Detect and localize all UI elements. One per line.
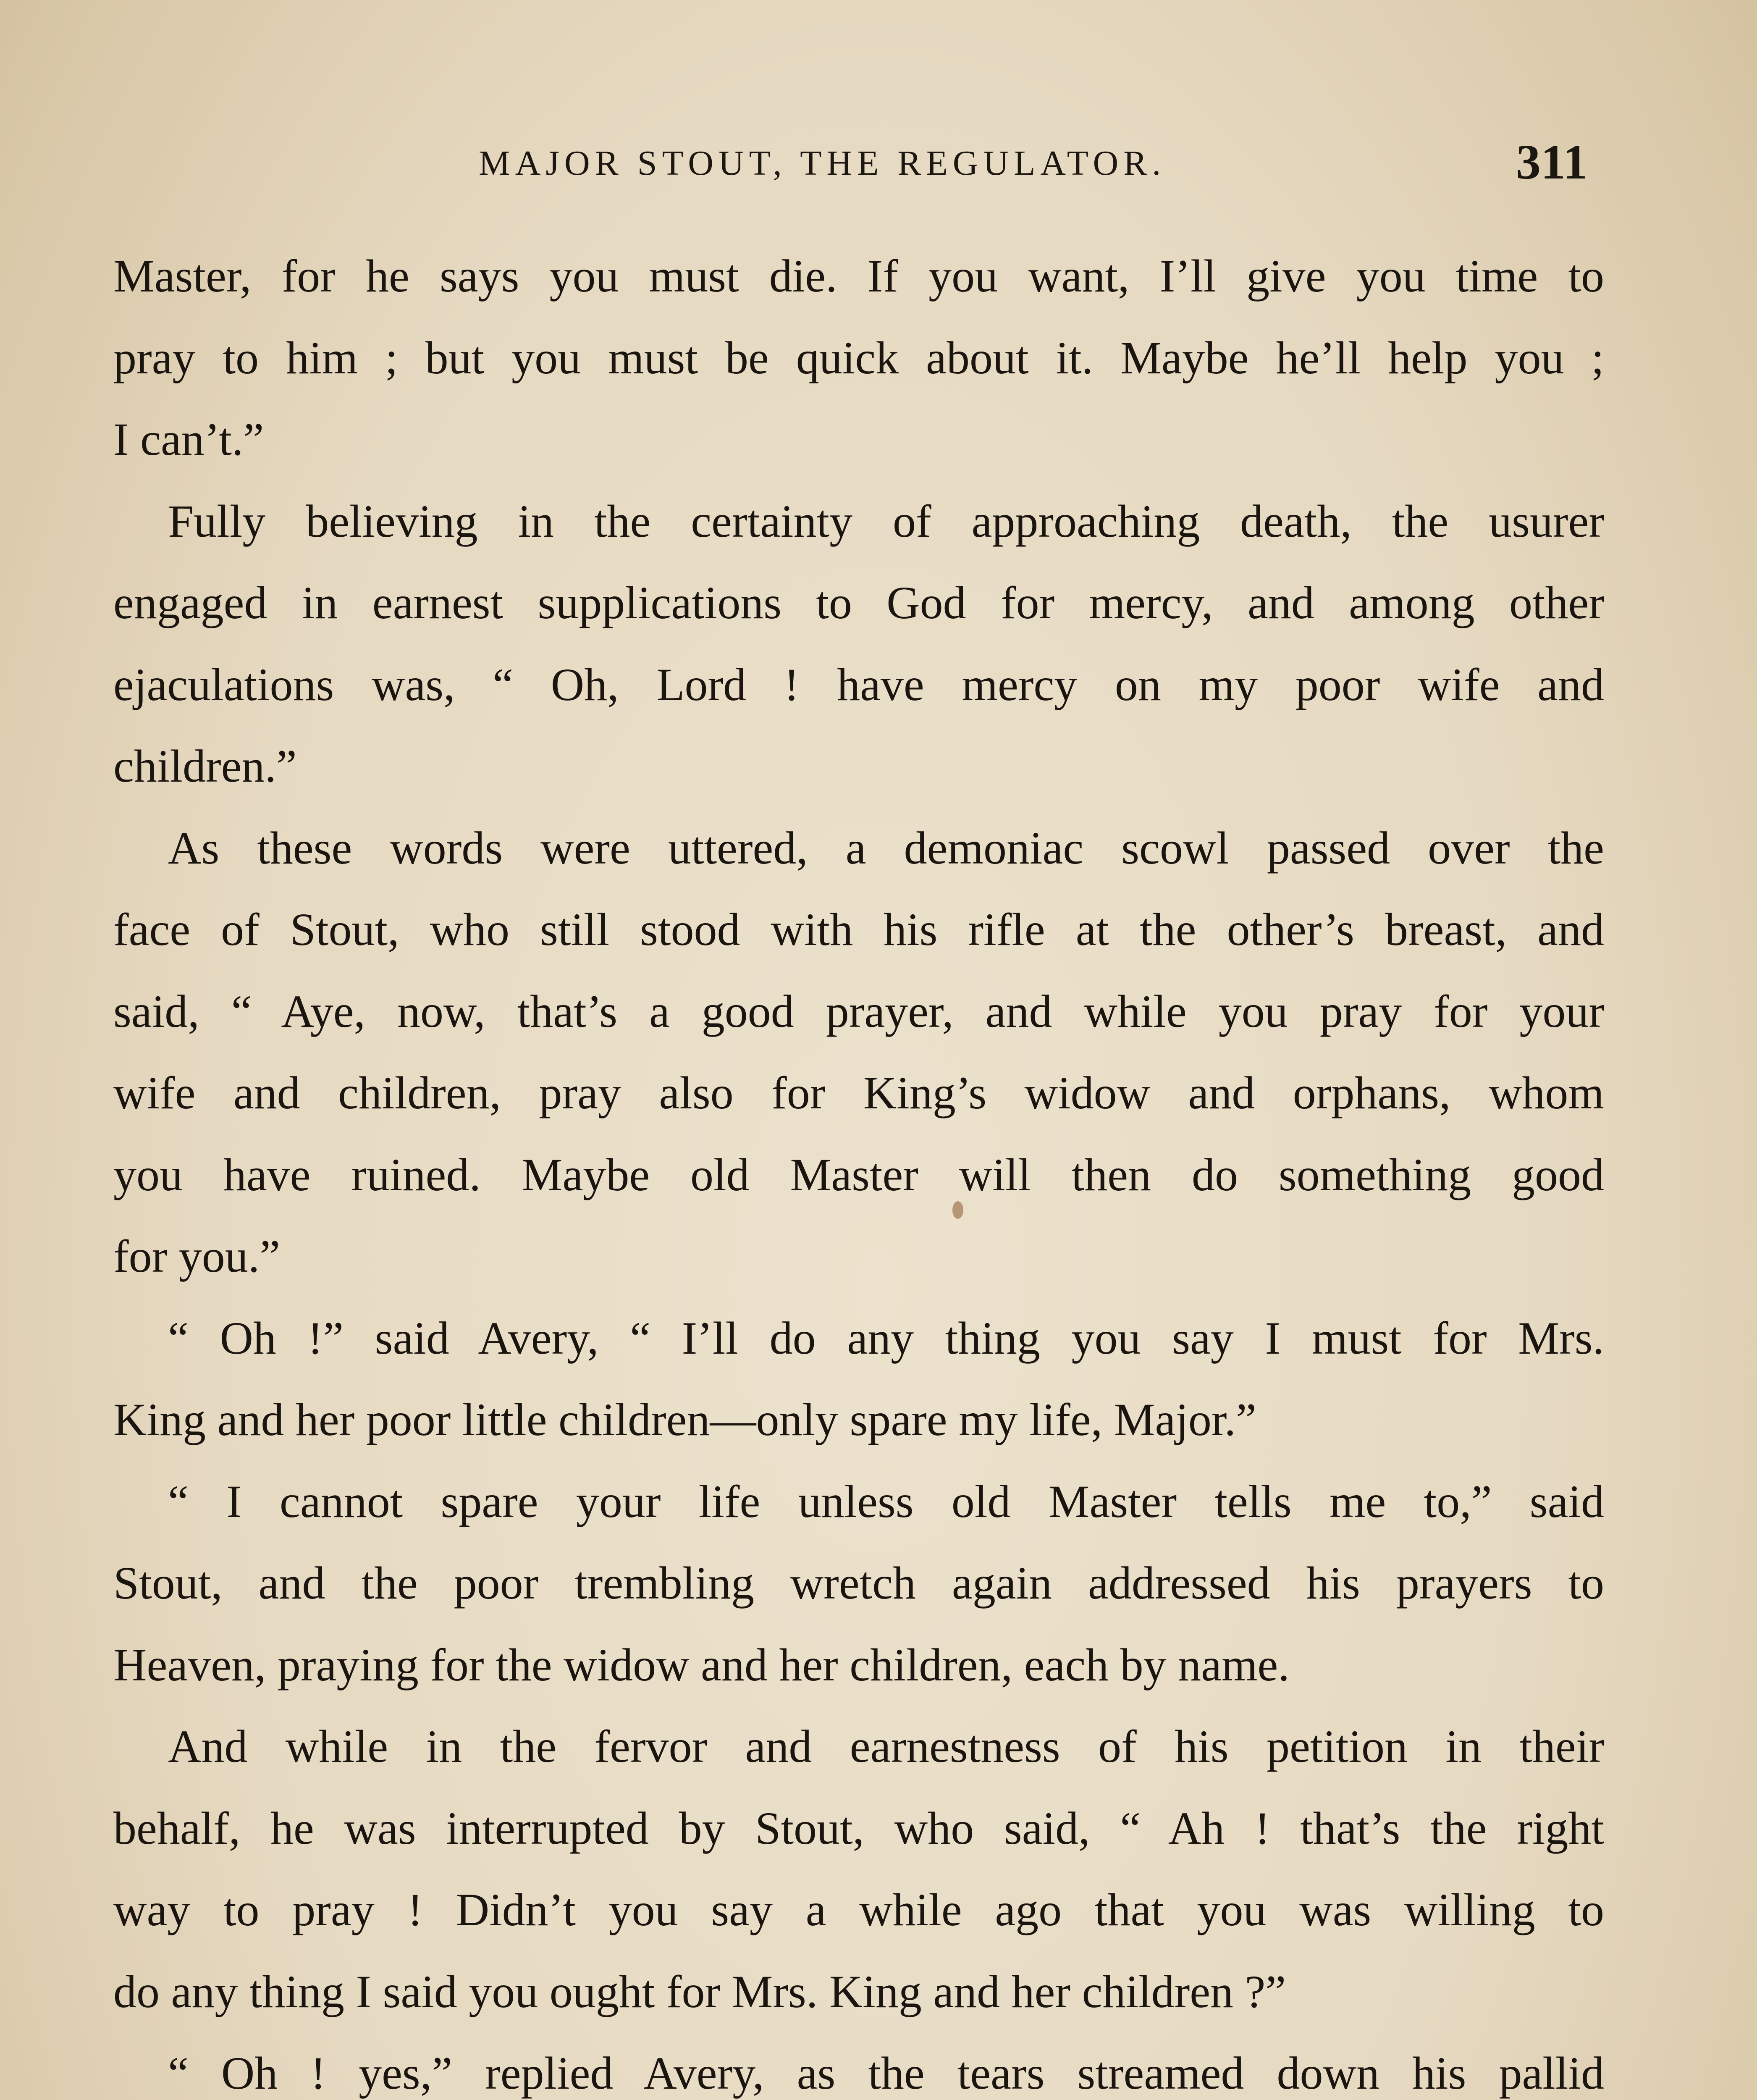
text-line: said, “ Aye, now, that’s a good prayer, and while you pray for your	[113, 985, 1604, 1037]
text-line: engaged in earnest supplications to God for mercy, and among other	[113, 577, 1604, 628]
text-line: “ Oh ! yes,” replied Avery, as the tears streamed down his pallid	[168, 2048, 1604, 2099]
running-head: MAJOR STOUT, THE REGULATOR.	[479, 144, 1166, 183]
body-text	[113, 235, 1604, 2100]
text-line: Heaven, praying for the widow and her children, each by name.	[113, 1639, 1290, 1690]
text-line: King and her poor little children—only spare my life, Major.”	[113, 1394, 1256, 1445]
text-line: pray to him ; but you must be quick about it. Maybe he’ll help you ;	[113, 332, 1604, 383]
text-line: ejaculations was, “ Oh, Lord ! have mercy on my poor wife and	[113, 659, 1604, 710]
page-number: 311	[1516, 134, 1588, 189]
text-line: Fully believing in the certainty of approaching death, the usurer	[168, 495, 1604, 547]
text-line: And while in the fervor and earnestness of his petition in their	[168, 1721, 1604, 1772]
text-line: children.”	[113, 740, 297, 792]
text-line: do any thing I said you ought for Mrs. King and her children ?”	[113, 1966, 1286, 2017]
text-line: way to pray ! Didn’t you say a while ago that you was willing to	[113, 1884, 1604, 1935]
text-line: As these words were uttered, a demoniac scowl passed over the	[168, 822, 1604, 874]
text-line: Stout, and the poor trembling wretch again addressed his prayers to	[113, 1557, 1604, 1609]
text-line: wife and children, pray also for King’s widow and orphans, whom	[113, 1067, 1604, 1118]
text-line: for you.”	[113, 1231, 281, 1282]
text-line: behalf, he was interrupted by Stout, who said, “ Ah ! that’s the right	[113, 1802, 1604, 1854]
text-line: I can’t.”	[113, 414, 264, 465]
text-line: “ Oh !” said Avery, “ I’ll do any thing you say I must for Mrs.	[168, 1312, 1604, 1364]
text-line: Master, for he says you must die. If you want, I’ll give you time to	[113, 250, 1604, 302]
text-line: face of Stout, who still stood with his rifle at the other’s breast, and	[113, 904, 1604, 955]
text-line: you have ruined. Maybe old Master will then do something good	[113, 1149, 1604, 1200]
foxing-spot	[952, 1201, 963, 1219]
text-line: “ I cannot spare your life unless old Master tells me to,” said	[168, 1475, 1604, 1527]
